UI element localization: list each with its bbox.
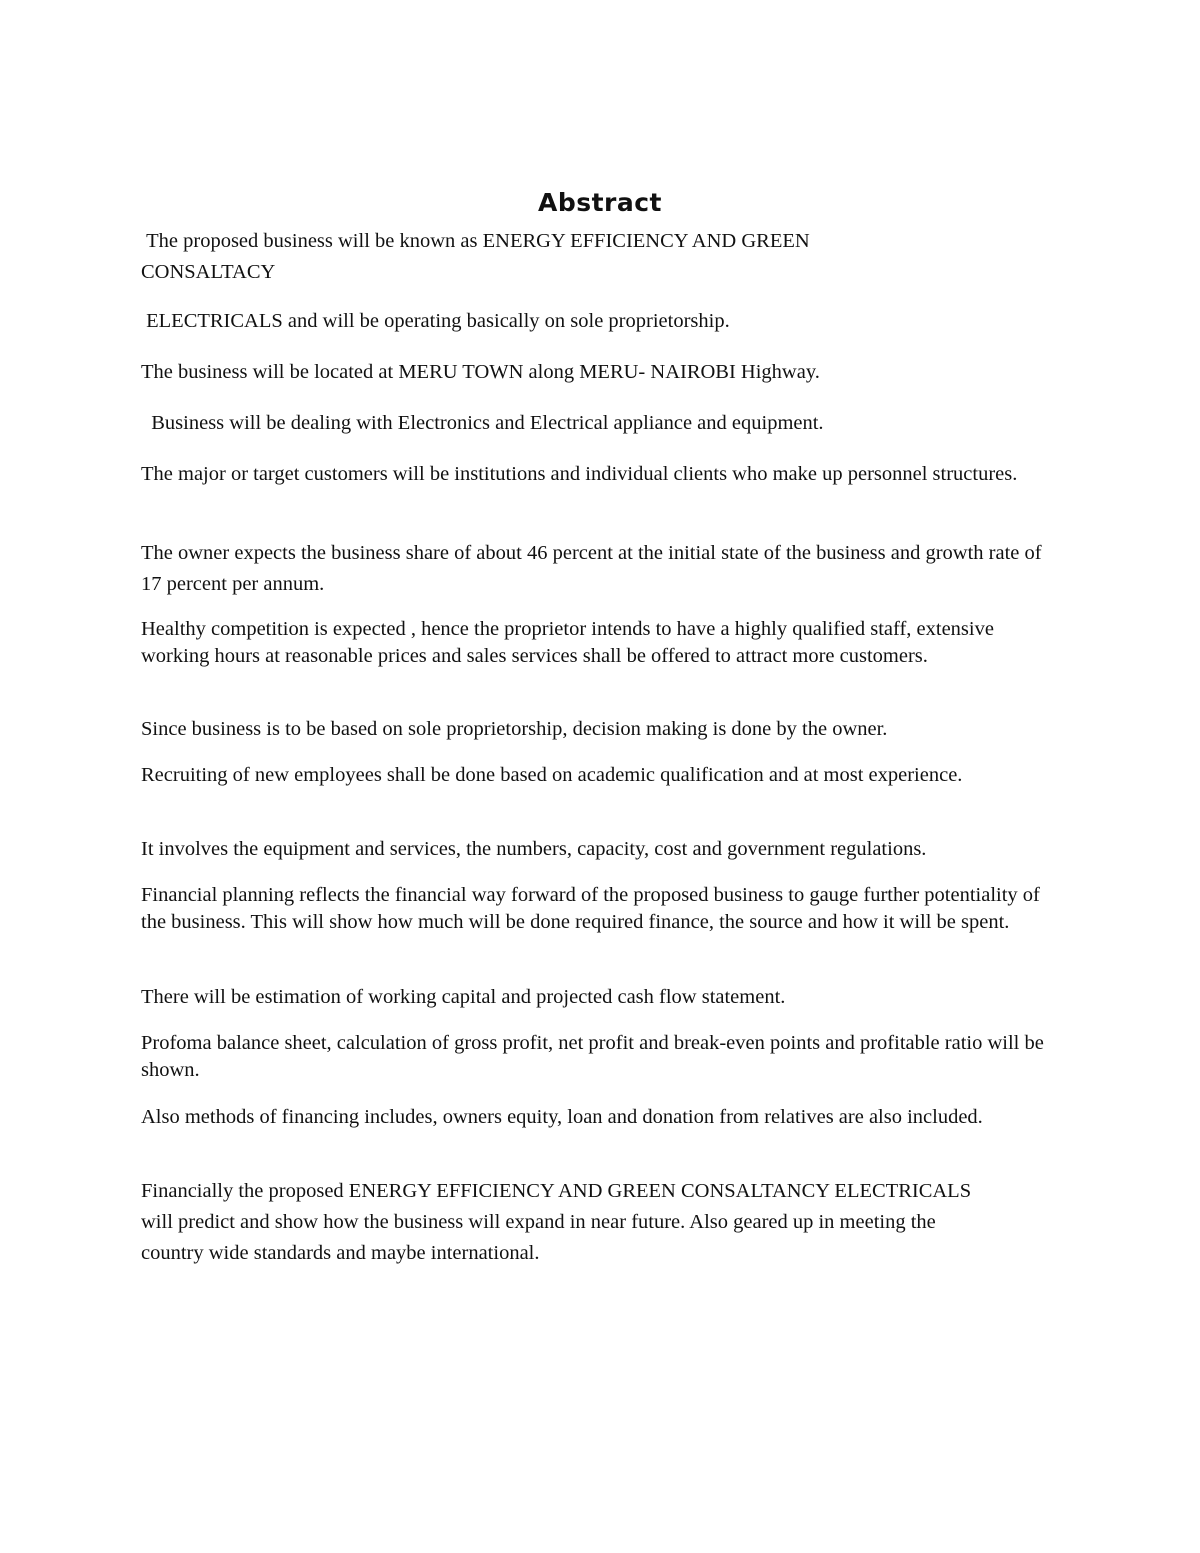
paragraph-financial-outlook: Financially the proposed ENERGY EFFICIENCY AND GREEN CONSALTANCY ELECTRICALS will predict and show how the business will expand in near future. Also geared up in meeting the country wide standards and maybe international. <box>141 1180 972 1264</box>
paragraph-financial-planning: Financial planning reflects the financial way forward of the proposed business to gauge further potentiality of the business. This will show how much will be done required finance, the source and how it will be spent. <box>141 884 1040 933</box>
paragraph-financing-methods: Also methods of financing includes, owners equity, loan and donation from relatives are also included. <box>141 1106 983 1128</box>
paragraph-competition: Healthy competition is expected , hence the proprietor intends to have a highly qualified staff, extensive working hours at reasonable prices and sales services shall be offered to attract more customers. <box>141 618 994 667</box>
paragraph-balance-sheet: Profoma balance sheet, calculation of gross profit, net profit and break-even points and profitable ratio will be shown. <box>141 1032 1044 1081</box>
page-title: Abstract <box>537 188 663 217</box>
paragraph-equipment: It involves the equipment and services, the numbers, capacity, cost and government regulations. <box>141 838 927 860</box>
paragraph-recruiting: Recruiting of new employees shall be done based on academic qualification and at most experience. <box>141 764 963 786</box>
paragraph-products: Business will be dealing with Electronics and Electrical appliance and equipment. <box>141 412 824 434</box>
paragraph-location: The business will be located at MERU TOWN along MERU- NAIROBI Highway. <box>141 361 820 383</box>
paragraph-customers: The major or target customers will be institutions and individual clients who make up personnel structures. <box>141 463 1018 485</box>
paragraph-decision-making: Since business is to be based on sole proprietorship, decision making is done by the owner. <box>141 718 888 740</box>
paragraph-ownership: ELECTRICALS and will be operating basically on sole proprietorship. <box>141 310 730 332</box>
paragraph-business-name: The proposed business will be known as ENERGY EFFICIENCY AND GREEN CONSALTACY <box>141 230 810 283</box>
paragraph-market-share: The owner expects the business share of about 46 percent at the initial state of the business and growth rate of 17 percent per annum. <box>141 542 1042 595</box>
paragraph-working-capital: There will be estimation of working capital and projected cash flow statement. <box>141 986 786 1008</box>
